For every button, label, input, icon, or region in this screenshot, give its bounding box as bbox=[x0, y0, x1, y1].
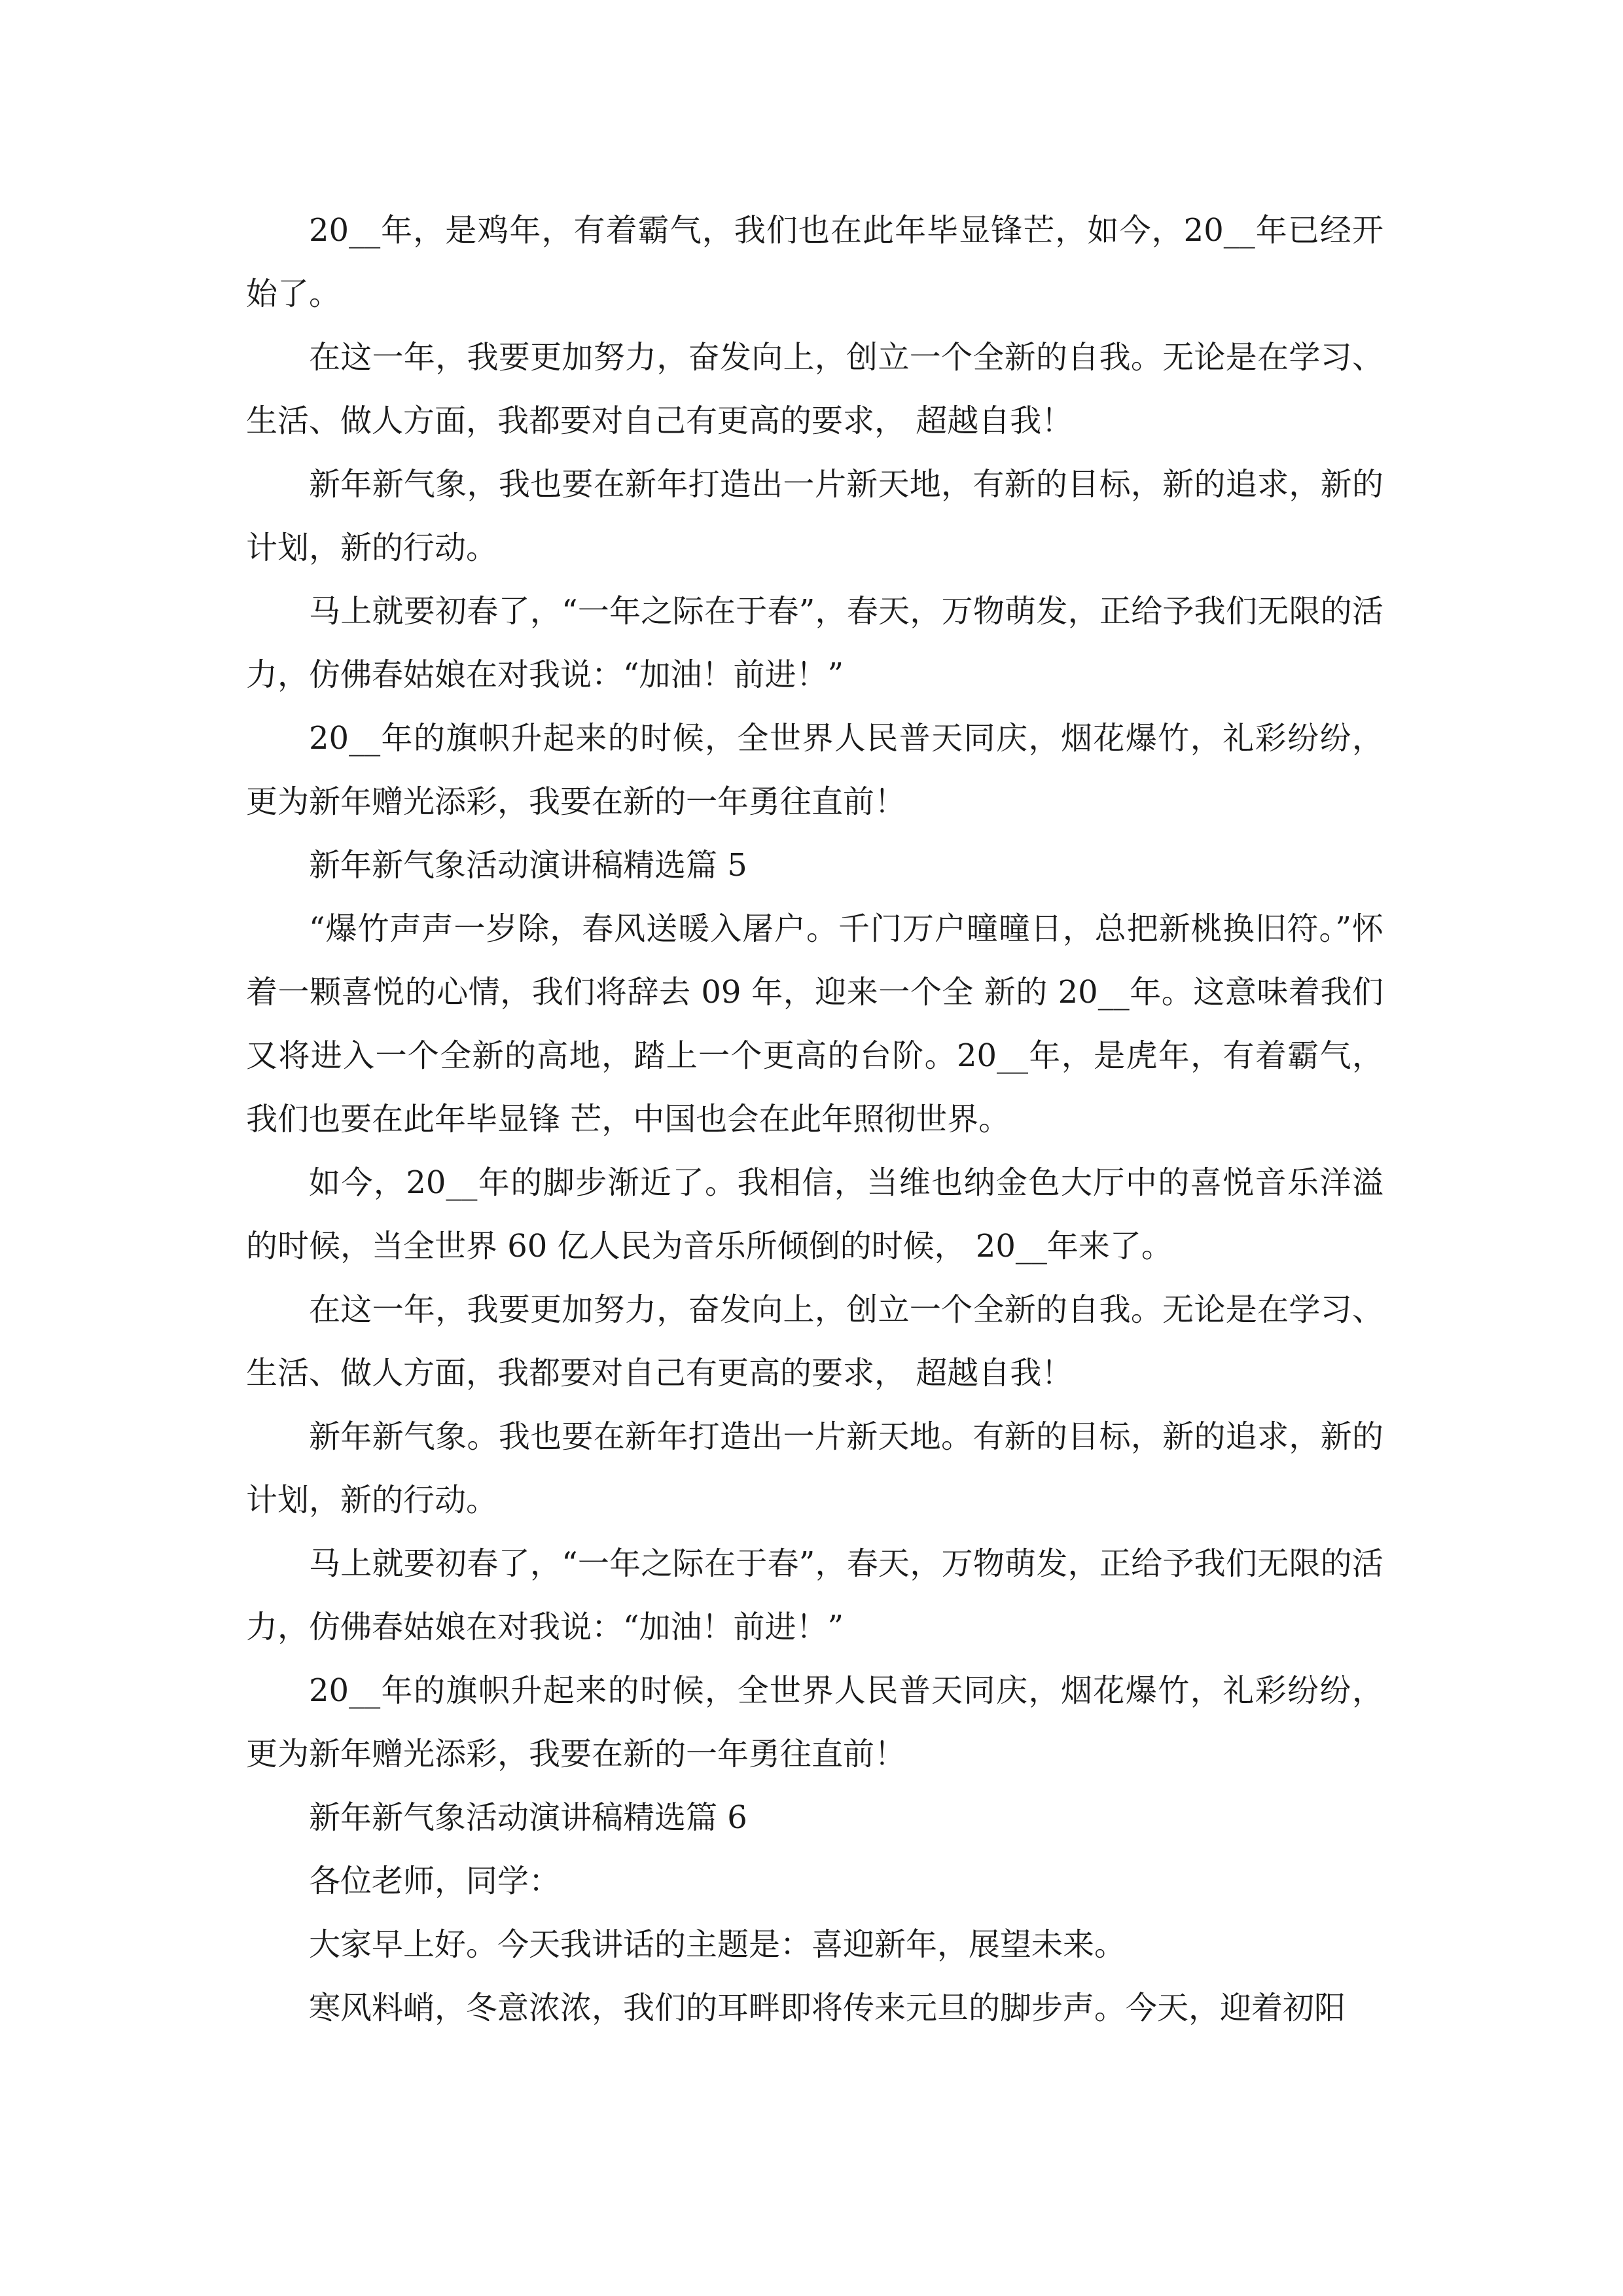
paragraph: 20__年，是鸡年，有着霸气，我们也在此年毕显锋芒，如今，20__年已经开始了。 bbox=[246, 212, 1383, 312]
paragraph: 在这一年，我要更加努力，奋发向上，创立一个全新的自我。无论是在学习、生活、做人方面，我都要对自己有更高的要求， 超越自我！ bbox=[246, 339, 1383, 439]
paragraph: 20__年的旗帜升起来的时候，全世界人民普天同庆，烟花爆竹，礼彩纷纷，更为新年赠光添彩，我要在新的一年勇往直前！ bbox=[246, 720, 1383, 820]
paragraph: 如今，20__年的脚步渐近了。我相信，当维也纳金色大厅中的喜悦音乐洋溢的时候，当全世界 60 亿人民为音乐所倾倒的时候， 20__年来了。 bbox=[246, 1164, 1383, 1265]
section-heading: 新年新气象活动演讲稿精选篇 6 bbox=[309, 1799, 747, 1836]
paragraph: 新年新气象，我也要在新年打造出一片新天地，有新的目标，新的追求，新的计划，新的行动。 bbox=[246, 466, 1383, 566]
salutation: 各位老师，同学： bbox=[309, 1863, 561, 1899]
paragraph: “爆竹声声一岁除，春风送暖入屠户。千门万户曈曈日，总把新桃换旧符。”怀着一颗喜悦的心情，我们将辞去 09 年，迎来一个全 新的 20__年。这意味着我们又将进入一个全新的高地，踏上一个更高的台阶。20__年，是虎年，有着霸气，我们也要在此年毕显锋 芒，中国也会在此年照彻世界。 bbox=[246, 910, 1383, 1138]
paragraph: 大家早上好。今天我讲话的主题是：喜迎新年，展望未来。 bbox=[309, 1926, 1126, 1963]
paragraph: 马上就要初春了，“一年之际在于春”，春天，万物萌发，正给予我们无限的活力，仿佛春姑娘在对我说：“加油！前进！” bbox=[246, 593, 1383, 693]
paragraph: 在这一年，我要更加努力，奋发向上，创立一个全新的自我。无论是在学习、生活、做人方面，我都要对自己有更高的要求， 超越自我！ bbox=[246, 1291, 1383, 1391]
paragraph: 寒风料峭，冬意浓浓，我们的耳畔即将传来元旦的脚步声。今天，迎着初阳 bbox=[309, 1990, 1346, 2026]
paragraph: 新年新气象。我也要在新年打造出一片新天地。有新的目标，新的追求，新的计划，新的行动。 bbox=[246, 1418, 1383, 1518]
paragraph: 20__年的旗帜升起来的时候，全世界人民普天同庆，烟花爆竹，礼彩纷纷，更为新年赠光添彩，我要在新的一年勇往直前！ bbox=[246, 1672, 1383, 1772]
section-heading: 新年新气象活动演讲稿精选篇 5 bbox=[309, 847, 747, 884]
paragraph: 马上就要初春了，“一年之际在于春”，春天，万物萌发，正给予我们无限的活力，仿佛春姑娘在对我说：“加油！前进！” bbox=[246, 1545, 1383, 1645]
document-body bbox=[246, 199, 1383, 2040]
